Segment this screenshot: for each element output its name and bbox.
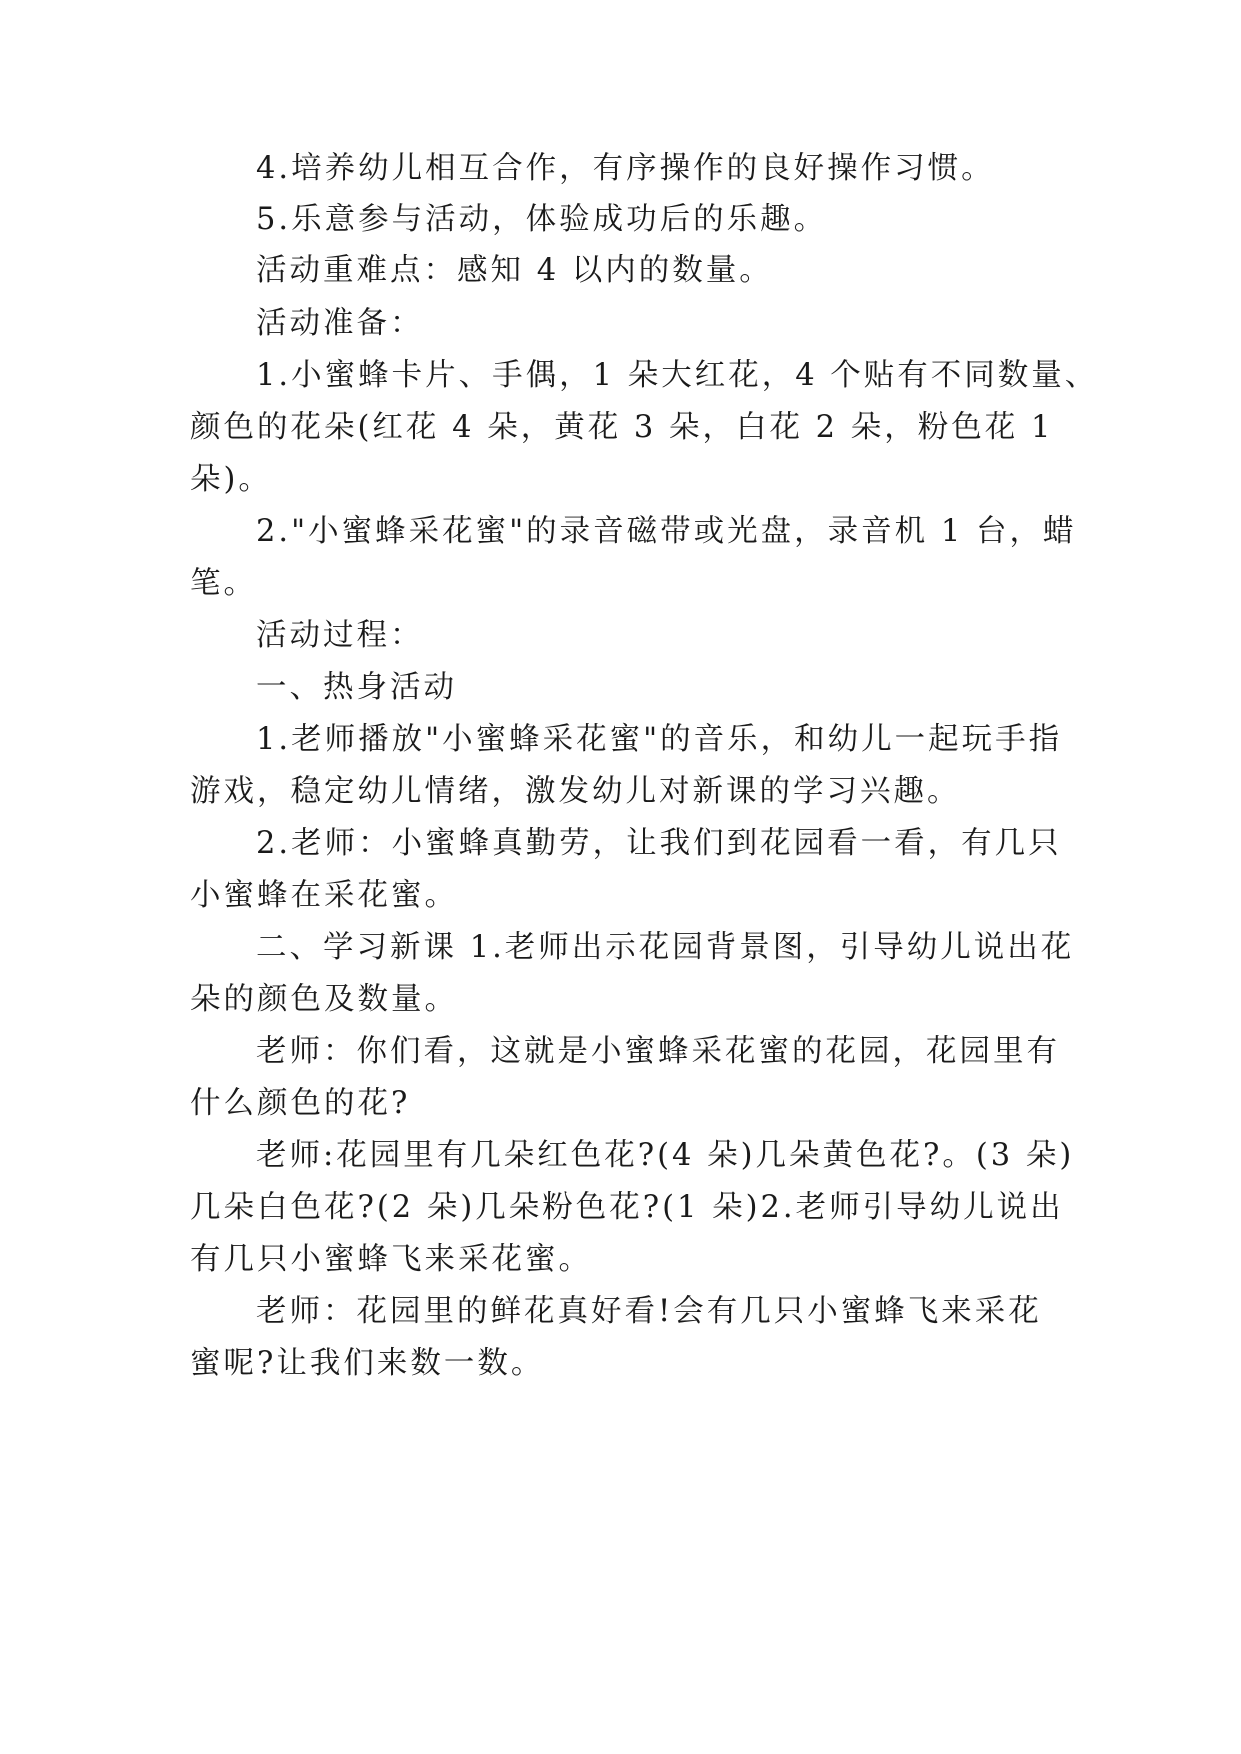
paragraph-line: 笔。 xyxy=(190,566,257,601)
paragraph-line: 一、热身活动 xyxy=(256,670,457,705)
paragraph-line: 朵的颜色及数量。 xyxy=(190,982,458,1017)
paragraph-line: 颜色的花朵(红花 4 朵，黄花 3 朵，白花 2 朵，粉色花 1 xyxy=(190,410,1054,445)
paragraph-line: 老师:花园里有几朵红色花?(4 朵)几朵黄色花?。(3 朵) xyxy=(256,1138,1075,1173)
paragraph-line: 活动过程： xyxy=(256,618,424,653)
paragraph-line: 什么颜色的花? xyxy=(190,1086,411,1121)
paragraph-line: 活动重难点：感知 4 以内的数量。 xyxy=(256,253,773,288)
paragraph-line: 活动准备： xyxy=(256,306,424,341)
paragraph-line: 2.老师：小蜜蜂真勤劳，让我们到花园看一看，有几只 xyxy=(256,826,1062,861)
paragraph-line: 5.乐意参与活动，体验成功后的乐趣。 xyxy=(256,202,828,237)
paragraph-line: 1.老师播放"小蜜蜂采花蜜"的音乐，和幼儿一起玩手指 xyxy=(256,722,1063,757)
paragraph-line: 游戏，稳定幼儿情绪，激发幼儿对新课的学习兴趣。 xyxy=(190,774,961,809)
paragraph-line: 蜜呢?让我们来数一数。 xyxy=(190,1346,545,1381)
paragraph-line: 老师：你们看，这就是小蜜蜂采花蜜的花园，花园里有 xyxy=(256,1034,1060,1069)
paragraph-line: 有几只小蜜蜂飞来采花蜜。 xyxy=(190,1242,592,1277)
paragraph-line: 1.小蜜蜂卡片、手偶，1 朵大红花，4 个贴有不同数量、 xyxy=(256,358,1099,393)
paragraph-line: 4.培养幼儿相互合作，有序操作的良好操作习惯。 xyxy=(256,151,995,186)
paragraph-line: 朵)。 xyxy=(190,462,272,497)
paragraph-line: 二、学习新课 1.老师出示花园背景图，引导幼儿说出花 xyxy=(256,930,1075,965)
paragraph-line: 2."小蜜蜂采花蜜"的录音磁带或光盘，录音机 1 台，蜡 xyxy=(256,514,1077,549)
paragraph-line: 老师：花园里的鲜花真好看!会有几只小蜜蜂飞来采花 xyxy=(256,1294,1042,1329)
paragraph-line: 小蜜蜂在采花蜜。 xyxy=(190,878,458,913)
paragraph-line: 几朵白色花?(2 朵)几朵粉色花?(1 朵)2.老师引导幼儿说出 xyxy=(190,1190,1064,1225)
